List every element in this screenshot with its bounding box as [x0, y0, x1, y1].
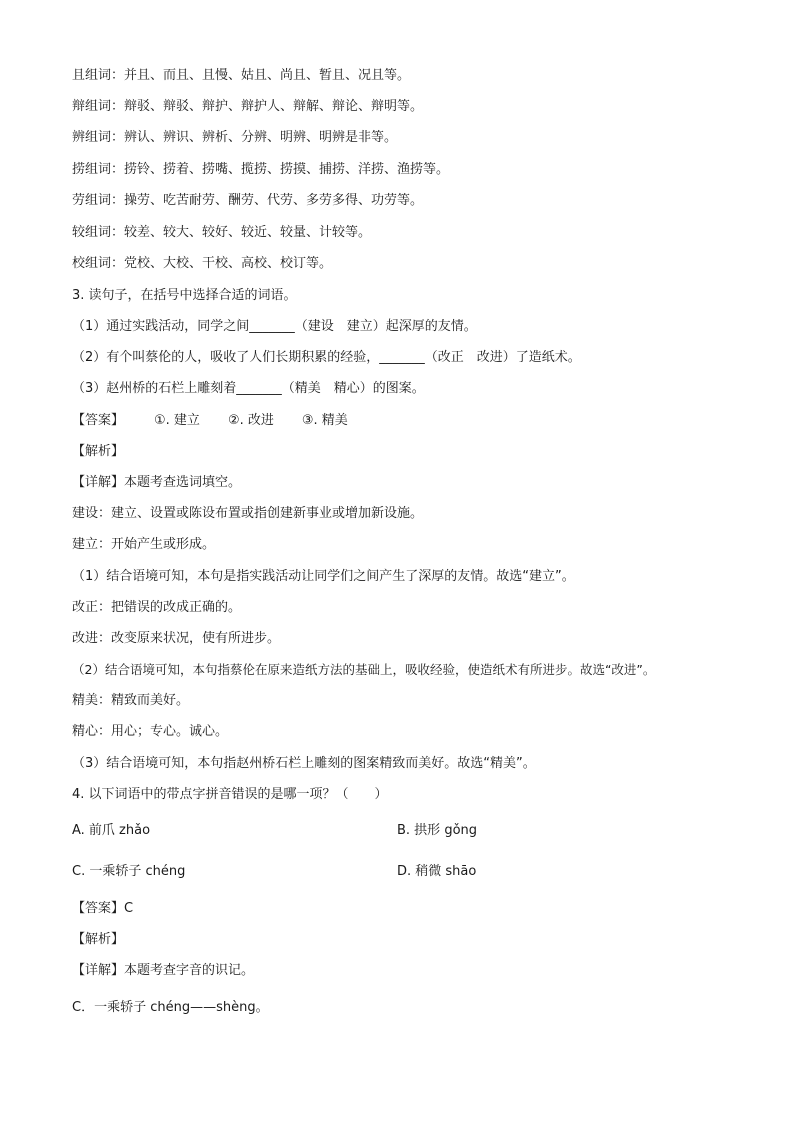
detail-line: 改正：把错误的改成正确的。	[72, 600, 242, 615]
option-d: D. 稍微 shāo	[397, 864, 477, 879]
option-b: B. 拱形 gǒng	[397, 823, 478, 838]
question-3-item: （2）有个叫蔡伦的人，吸收了人们长期积累的经验，_______（改正 改进）了造纸术。	[72, 350, 581, 365]
word-group-line: 校组词：党校、大校、干校、高校、校订等。	[72, 256, 333, 271]
option-a: A. 前爪 zhǎo	[72, 823, 151, 838]
word-group-line: 捞组词：捞铃、捞着、捞嘴、揽捞、捞摸、捕捞、洋捞、渔捞等。	[72, 162, 450, 177]
detail-line: （2）结合语境可知，本句指蔡伦在原来造纸方法的基础上，吸收经验，使造纸术有所进步。故选“改进”。	[72, 662, 656, 677]
question-4-answer: 【答案】C	[72, 901, 134, 916]
detail-line: 精美：精致而美好。	[72, 693, 190, 708]
detail-line: 改进：改变原来状况，使有所进步。	[72, 631, 281, 646]
explanation-line: C．一乘轿子 chéng——shèng。	[72, 1000, 269, 1015]
question-3-title: 3. 读句子，在括号中选择合适的词语。	[72, 288, 297, 303]
question-3-item: （3）赵州桥的石栏上雕刻着_______（精美 精心）的图案。	[72, 381, 425, 396]
option-c: C. 一乘轿子 chéng	[72, 864, 186, 879]
detail-line: （1）结合语境可知，本句是指实践活动让同学们之间产生了深厚的友情。故选“建立”。	[72, 569, 575, 584]
detail-line: 精心：用心；专心。诚心。	[72, 724, 229, 739]
question-3-item: （1）通过实践活动，同学之间_______（建设 建立）起深厚的友情。	[72, 319, 477, 334]
detail-line: 【详解】本题考查选词填空。	[72, 475, 242, 490]
answer-item: ①. 建立	[154, 413, 200, 428]
detail-line: 【详解】本题考查字音的识记。	[72, 963, 255, 978]
word-group-line: 辩组词：辩驳、辩驳、辩护、辩护人、辩解、辩论、辩明等。	[72, 99, 424, 114]
answer-item: ②. 改进	[227, 413, 274, 428]
analysis-label: 【解析】	[72, 444, 125, 459]
word-group-line: 劳组词：操劳、吃苦耐劳、酬劳、代劳、多劳多得、功劳等。	[72, 193, 424, 208]
answer-label: 【答案】	[72, 413, 125, 428]
answer-item: ③. 精美	[301, 413, 348, 428]
detail-line: （3）结合语境可知，本句指赵州桥石栏上雕刻的图案精致而美好。故选“精美”。	[72, 756, 536, 771]
question-3-answer-row	[72, 413, 348, 429]
analysis-label: 【解析】	[72, 932, 125, 947]
word-group-line: 且组词：并且、而且、且慢、姑且、尚且、暂且、况且等。	[72, 68, 411, 83]
question-4-title: 4. 以下词语中的带点字拼音错误的是哪一项？（ ）	[72, 787, 388, 802]
detail-line: 建立：开始产生或形成。	[72, 537, 216, 552]
word-group-line: 较组词：较差、较大、较好、较近、较量、计较等。	[72, 225, 372, 240]
word-group-line: 辨组词：辨认、辨识、辨析、分辨、明辨、明辨是非等。	[72, 130, 398, 145]
detail-line: 建设：建立、设置或陈设布置或指创建新事业或增加新设施。	[72, 506, 424, 521]
